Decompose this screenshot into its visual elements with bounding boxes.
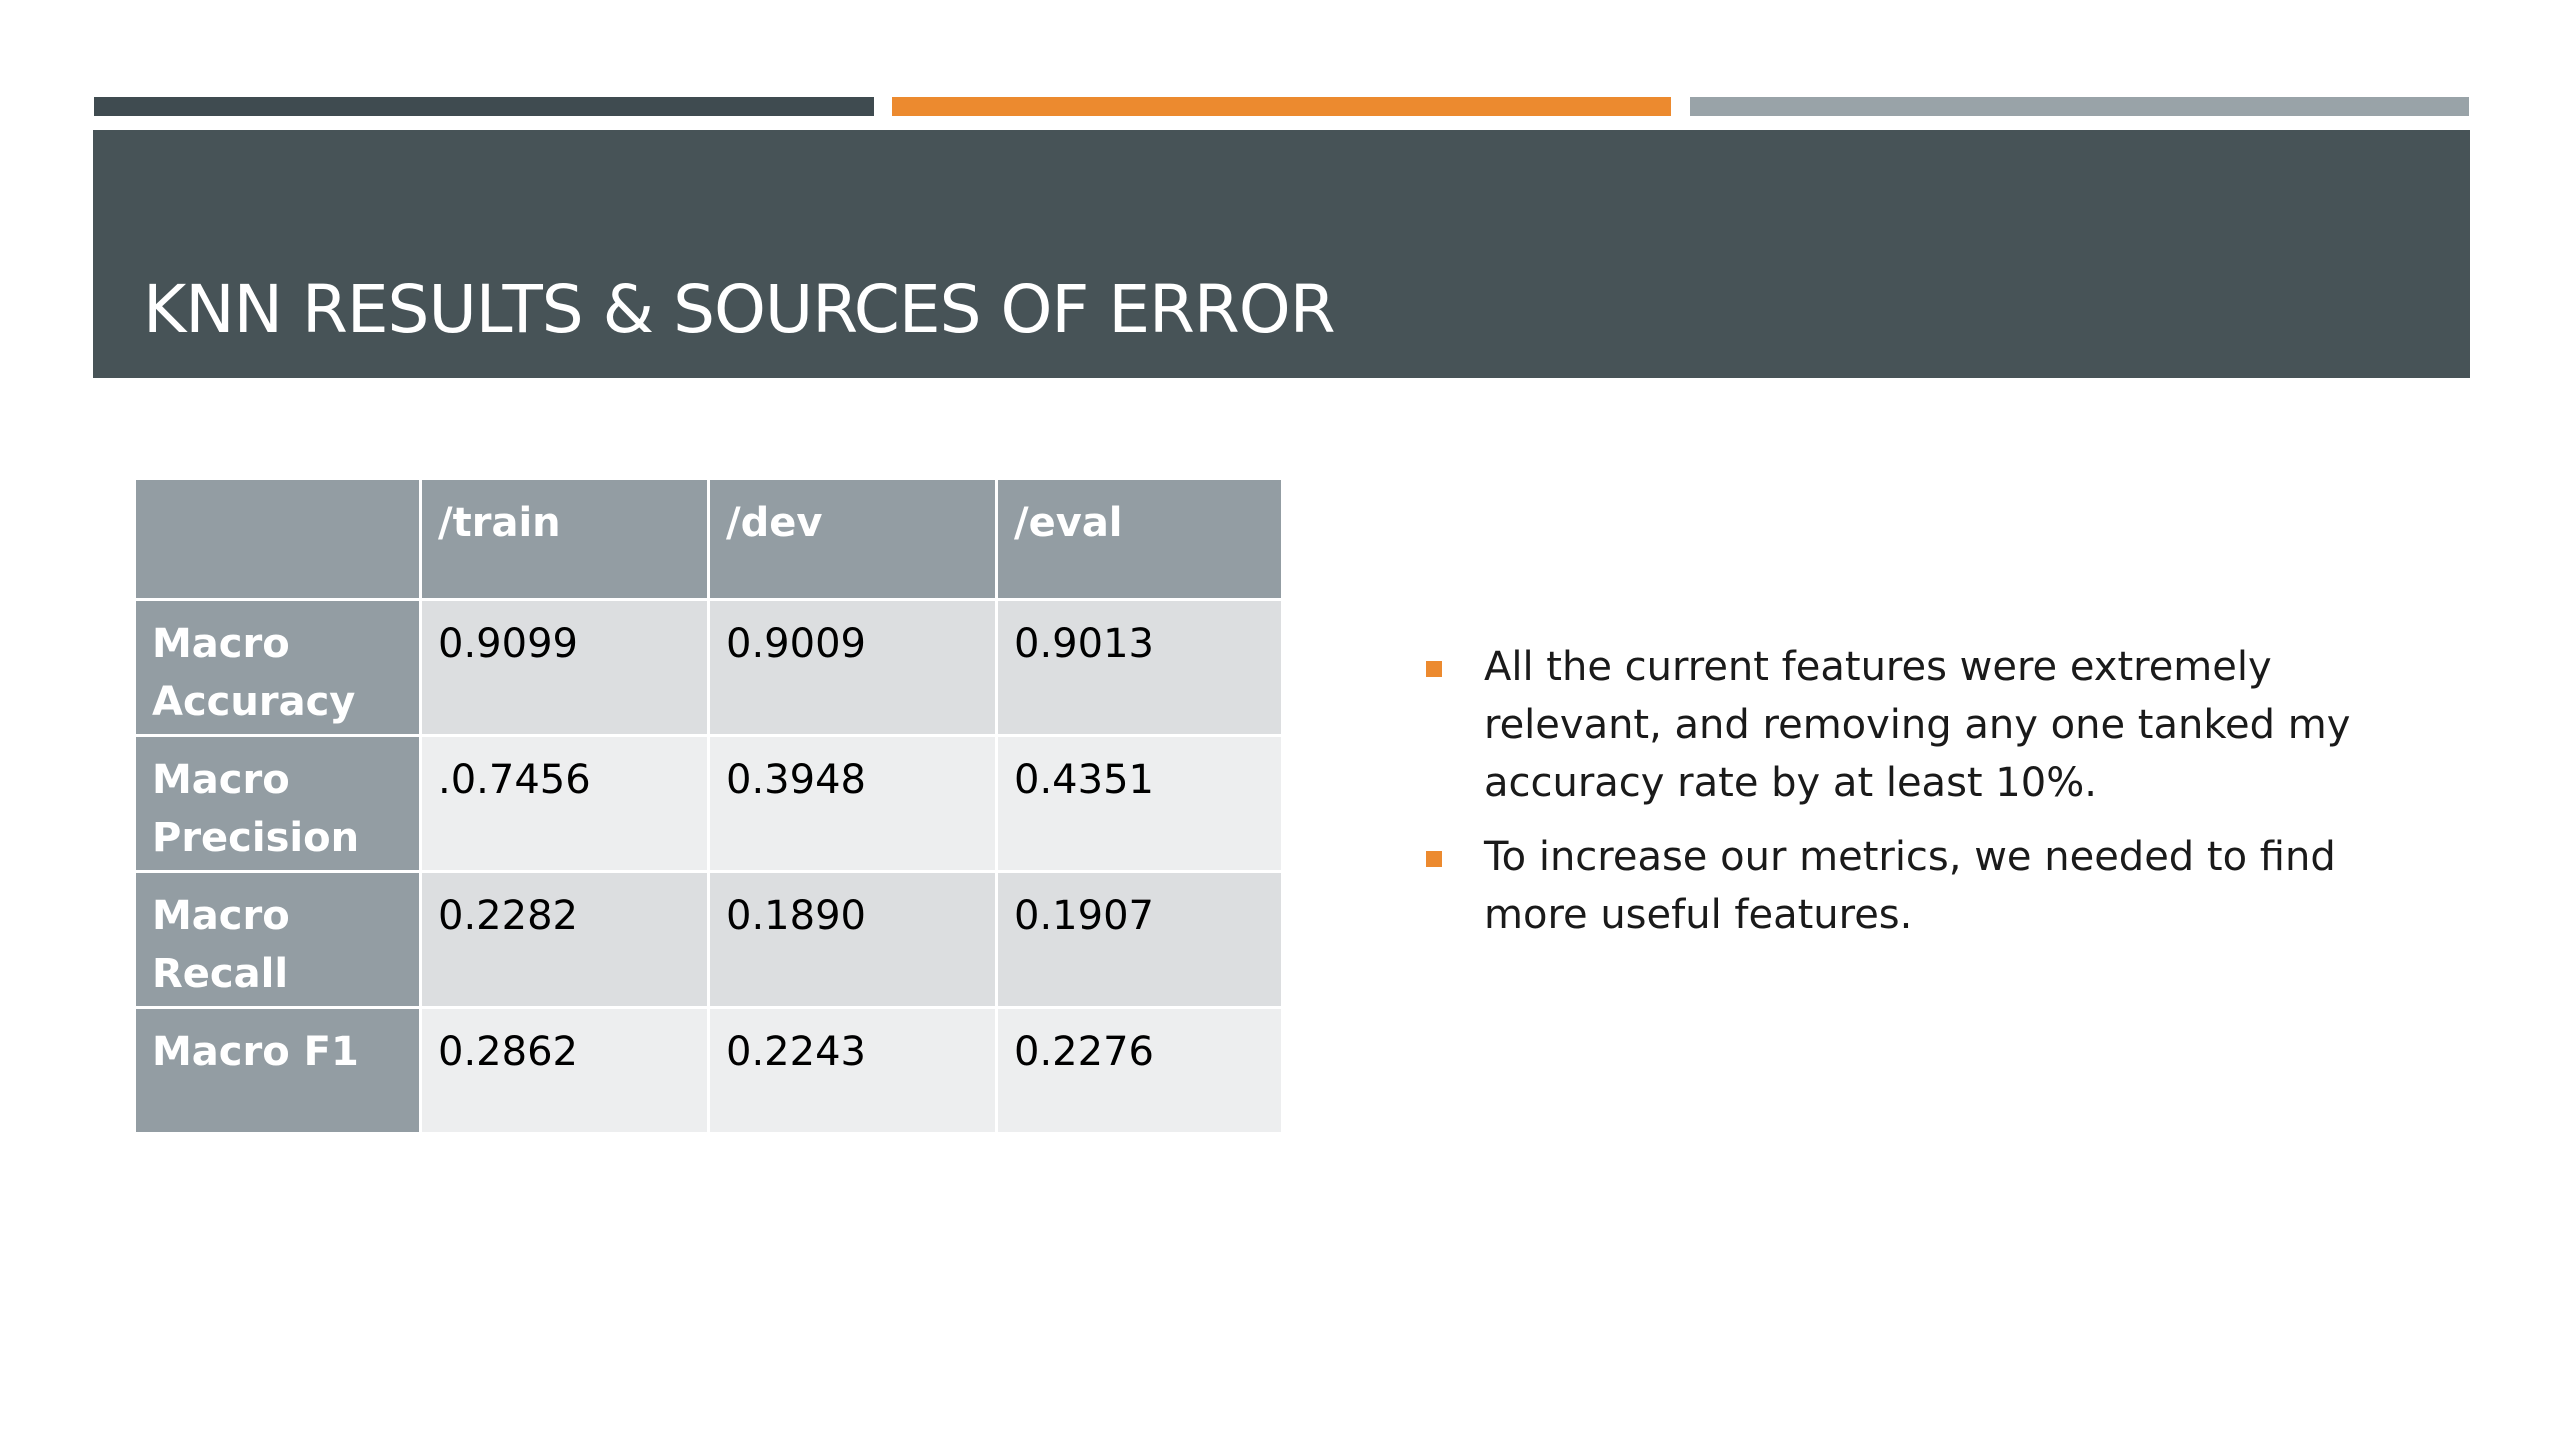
table-cell: 0.2282 [422, 873, 707, 1006]
accent-bar-orange [892, 97, 1671, 116]
table-cell: 0.1890 [710, 873, 995, 1006]
table-cell: 0.4351 [998, 737, 1281, 870]
table-cell: 0.2276 [998, 1009, 1281, 1132]
square-bullet-icon [1426, 851, 1442, 867]
table-cell: 0.2243 [710, 1009, 995, 1132]
accent-bar-gray [1690, 97, 2469, 116]
accent-bar-dark [94, 97, 874, 116]
table-row [136, 601, 1281, 734]
table-cell: 0.9013 [998, 601, 1281, 734]
bullet-item [1418, 638, 2398, 812]
table-cell: 0.1907 [998, 873, 1281, 1006]
title-band [93, 130, 2470, 378]
row-label-macro-precision: Macro Precision [136, 737, 419, 870]
bullet-text: All the current features were extremely relevant, and removing any one tanked my accuracy rate by at least 10%. [1484, 644, 2351, 806]
results-table [133, 477, 1284, 1135]
table-header-train: /train [422, 480, 707, 598]
slide-title: KNN RESULTS & SOURCES OF ERROR [143, 271, 1335, 348]
table-header-dev: /dev [710, 480, 995, 598]
bullet-item [1418, 828, 2398, 944]
row-label-macro-recall: Macro Recall [136, 873, 419, 1006]
table-cell: .0.7456 [422, 737, 707, 870]
table-cell: 0.9009 [710, 601, 995, 734]
table-cell: 0.9099 [422, 601, 707, 734]
row-label-macro-f1: Macro F1 [136, 1009, 419, 1132]
table-header-corner [136, 480, 419, 598]
table-row [136, 737, 1281, 870]
table-cell: 0.3948 [710, 737, 995, 870]
square-bullet-icon [1426, 661, 1442, 677]
table-header-eval: /eval [998, 480, 1281, 598]
bullet-text: To increase our metrics, we needed to find more useful features. [1484, 834, 2336, 938]
row-label-macro-accuracy: Macro Accuracy [136, 601, 419, 734]
table-header-row [136, 480, 1281, 598]
table-cell: 0.2862 [422, 1009, 707, 1132]
table-row [136, 1009, 1281, 1132]
bullet-list [1418, 638, 2398, 960]
table-row [136, 873, 1281, 1006]
